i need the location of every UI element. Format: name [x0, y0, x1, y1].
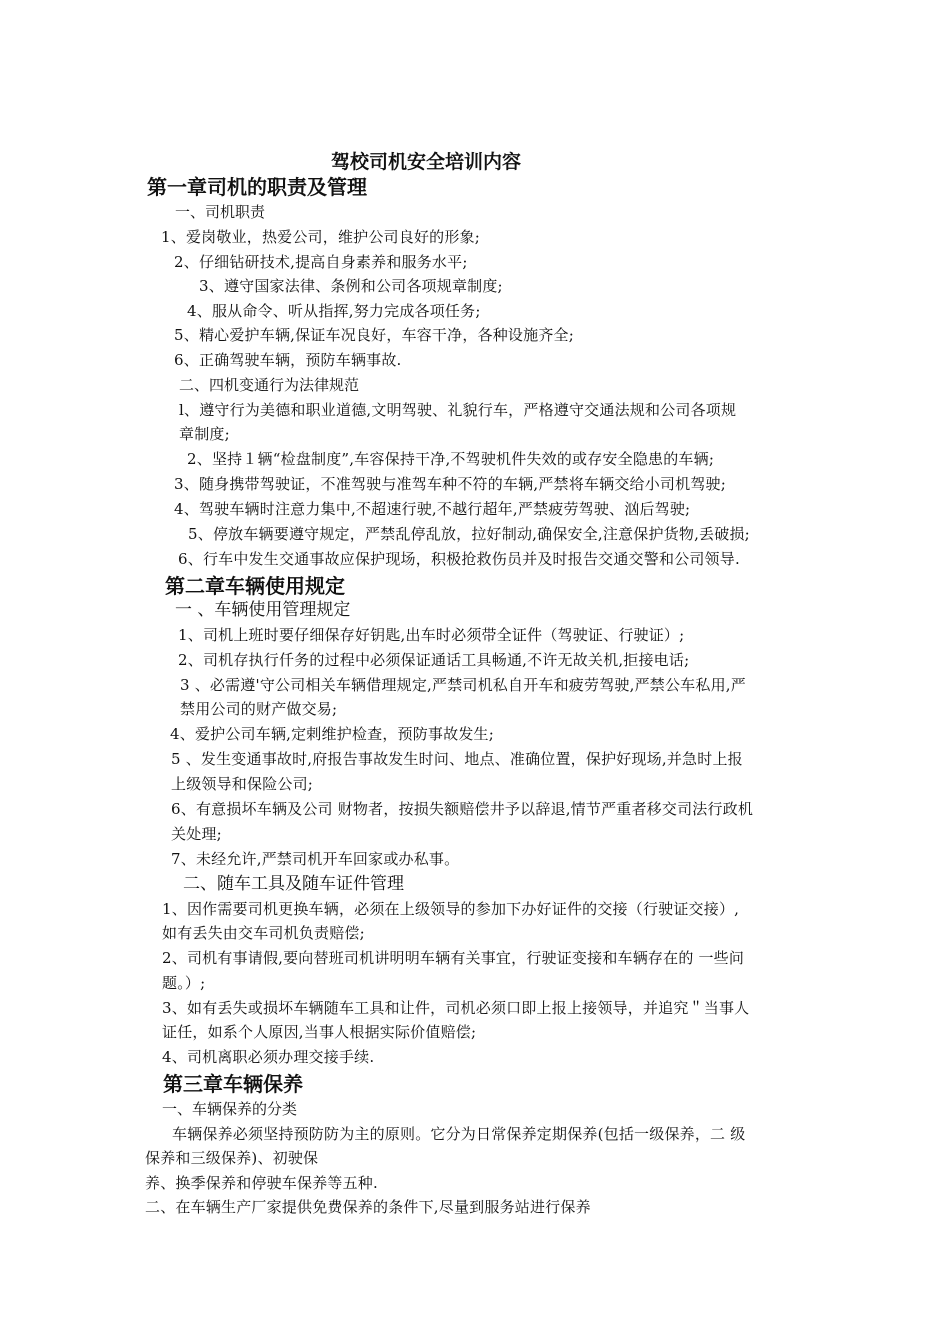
ch1-s2-line: 2、坚持１辆“检盘制度”,车容保持干净,不驾驶机件失效的或存安全隐患的车辆;: [187, 450, 715, 468]
ch2-s2-line: 如有丢失由交车司机负责赔偿;: [162, 924, 365, 942]
ch1-s2-line: 4、驾驶车辆时注意力集中,不超速行驶,不越行超年,严禁疲劳驾驶、汹后驾驶;: [174, 500, 691, 518]
ch3-s1-line: 养、换季保养和停驶车保养等五种.: [145, 1174, 378, 1192]
ch2-s1-line: 6、有意损坏车辆及公司 财物者，按损失额赔偿井予以辞退,情节严重者移交司法行政机: [171, 800, 754, 818]
ch1-s2-line: 3、随身携带驾驶证，不准驾驶与准驾车种不符的车辆,严禁将车辆交给小司机驾驶;: [174, 475, 726, 493]
ch2-s1-line: 禁用公司的财产做交易;: [180, 700, 338, 718]
ch3-s1-line: 二、在车辆生产厂家提供免费保养的条件下,尽量到服务站进行保养: [145, 1198, 591, 1216]
ch1-s1-line: 3、遵守国家法律、条例和公司各项规章制度;: [199, 277, 503, 295]
ch1-s1-line: 6、正确驾驶车辆，预防车辆事故.: [174, 351, 402, 369]
ch2-s1-line: 5 、发生变通事故时,府报告事故发生时问、地点、准确位置，保护好现场,并急时上报: [171, 750, 743, 768]
ch2-section-1-heading: 一 、车辆使用管理规定: [175, 600, 351, 620]
ch1-s1-line: 1、爱岗敬业，热爱公司，维护公司良好的形象;: [161, 228, 480, 246]
ch1-section-2-heading: 二、四机变通行为法律规范: [179, 376, 360, 394]
ch1-s1-line: 5、精心爱护车辆,保证车况良好，车容干净，各种设施齐全;: [174, 326, 574, 344]
ch2-s2-line: 4、司机离职必须办理交接手续.: [162, 1048, 375, 1066]
ch2-s1-line: 1、司机上班时要仔细保存好钥匙,出车时必须带全证件（驾驶证、行驶证）;: [178, 626, 685, 644]
chapter-3-heading: 第三章车辆保养: [163, 1072, 303, 1096]
ch2-s2-line: 2、司机有事请假,要向替班司机讲明明车辆有关事宜，行驶证变接和车辆存在的 一些问: [162, 949, 745, 967]
ch2-s1-line: 7、未经允许,严禁司机开车回家或办私事。: [171, 850, 460, 868]
chapter-2-heading: 第二章车辆使用规定: [165, 574, 345, 598]
ch3-section-1-heading: 一、车辆保养的分类: [162, 1100, 298, 1118]
ch2-s1-line: 上级领导和保险公司;: [171, 775, 314, 793]
ch1-section-1-heading: 一、司机职责: [175, 203, 266, 221]
ch2-s2-line: 证任，如系个人原因,当事人根据实际价值赔偿;: [162, 1023, 477, 1041]
ch2-s2-line: 1、因作需要司机更换车辆，必须在上级领导的参加下办好证件的交接（行驶证交接）,: [162, 900, 740, 918]
ch2-s2-line: 3、如有丢失或损坏车辆随车工具和让件，司机必须口即上报上接领导，并追究＂当事人: [162, 999, 750, 1017]
ch1-s1-line: 2、仔细钻研技术,提高自身素养和服务水平;: [174, 253, 468, 271]
ch2-s1-line: 2、司机存执行仟务的过程中必须保证通话工具畅通,不许无故关机,拒接电话;: [178, 651, 690, 669]
ch2-s1-line: 关处理;: [171, 825, 222, 843]
document-title: 驾校司机安全培训内容: [331, 151, 522, 173]
chapter-1-heading: 第一章司机的职责及管理: [147, 175, 367, 199]
ch2-s1-line: 4、爱护公司车辆,定剌维护检查，预防事故发生;: [170, 725, 494, 743]
ch1-s2-line: 5、停放车辆要遵守规定，严禁乱停乱放，拉好制动,确保安全,注意保护货物,丢破损;: [188, 525, 750, 543]
ch1-s2-line: l、遵守行为美德和职业道德,文明驾驶、礼貌行车，严格遵守交通法规和公司各项规: [179, 401, 737, 419]
ch2-s2-line: 题。）;: [162, 974, 206, 992]
ch1-s1-line: 4、服从命令、听从指挥,努力完成各项任务;: [187, 302, 481, 320]
ch1-s2-line: 6、行车中发生交通事故应保护现场，积极抢救伤员并及时报告交通交警和公司领导.: [178, 550, 740, 568]
ch2-section-2-heading: 二、随车工具及随车证件管理: [183, 874, 404, 894]
ch3-s1-line: 保养和三级保养)、初驶保: [145, 1149, 319, 1167]
ch3-s1-line: 车辆保养必须坚持预防防为主的原则。它分为日常保养定期保养(包括一级保养，二 级: [172, 1125, 746, 1143]
ch2-s1-line: 3 、必需遵'守公司相关车辆借理规定,严禁司机私自开车和疲劳驾驶,严禁公车私用,严: [180, 676, 746, 694]
ch1-s2-line: 章制度;: [179, 425, 230, 443]
